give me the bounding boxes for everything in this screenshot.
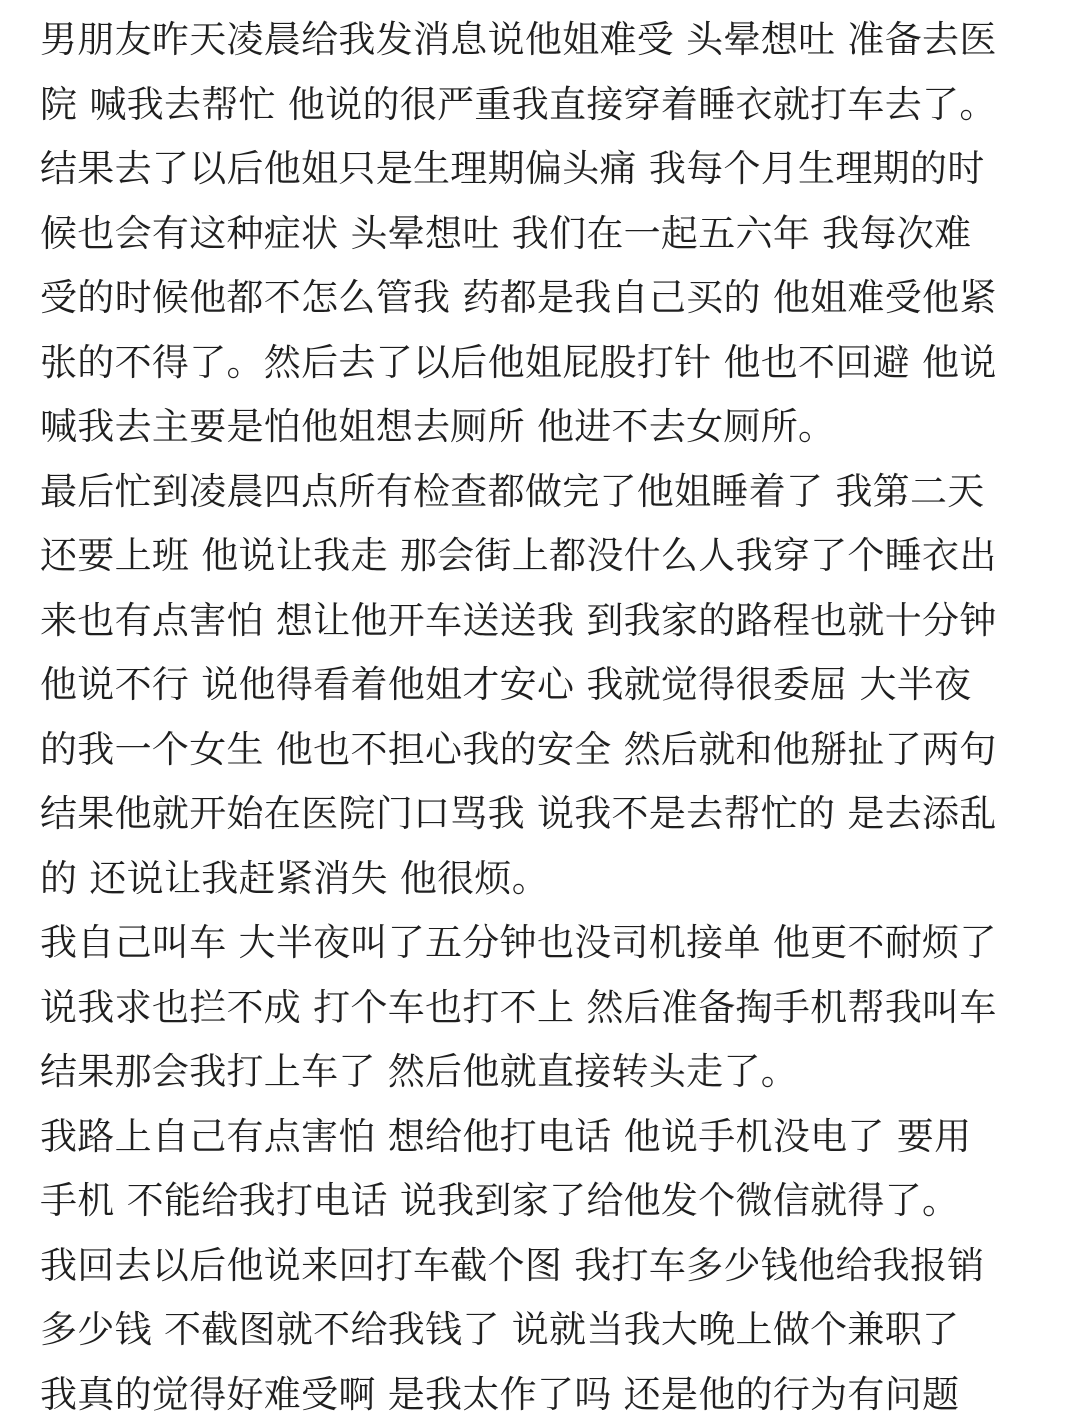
text-line: 我回去以后他说来回打车截个图 我打车多少钱他给我报销	[40, 1234, 1050, 1299]
text-line: 多少钱 不截图就不给我钱了 说就当我大晚上做个兼职了	[40, 1298, 1050, 1363]
post-body	[40, 0, 1050, 1427]
text-line: 我真的觉得好难受啊 是我太作了吗 还是他的行为有问题	[40, 1363, 1050, 1427]
text-line: 结果那会我打上车了 然后他就直接转头走了。	[40, 1040, 1050, 1105]
text-line: 结果他就开始在医院门口骂我 说我不是去帮忙的 是去添乱	[40, 782, 1050, 847]
text-line: 说我求也拦不成 打个车也打不上 然后准备掏手机帮我叫车	[40, 976, 1050, 1041]
text-line: 还要上班 他说让我走 那会街上都没什么人我穿了个睡衣出	[40, 524, 1050, 589]
text-line: 手机 不能给我打电话 说我到家了给他发个微信就得了。	[40, 1169, 1050, 1234]
text-line: 受的时候他都不怎么管我 药都是我自己买的 他姐难受他紧	[40, 266, 1050, 331]
text-line: 我自己叫车 大半夜叫了五分钟也没司机接单 他更不耐烦了	[40, 911, 1050, 976]
text-line: 张的不得了。然后去了以后他姐屁股打针 他也不回避 他说	[40, 331, 1050, 396]
text-line: 来也有点害怕 想让他开车送送我 到我家的路程也就十分钟	[40, 589, 1050, 654]
text-line: 的 还说让我赶紧消失 他很烦。	[40, 847, 1050, 912]
text-line: 最后忙到凌晨四点所有检查都做完了他姐睡着了 我第二天	[40, 460, 1050, 525]
text-line: 候也会有这种症状 头晕想吐 我们在一起五六年 我每次难	[40, 202, 1050, 267]
text-line: 男朋友昨天凌晨给我发消息说他姐难受 头晕想吐 准备去医	[40, 8, 1050, 73]
text-line: 的我一个女生 他也不担心我的安全 然后就和他掰扯了两句	[40, 718, 1050, 783]
text-line: 我路上自己有点害怕 想给他打电话 他说手机没电了 要用	[40, 1105, 1050, 1170]
text-line: 他说不行 说他得看着他姐才安心 我就觉得很委屈 大半夜	[40, 653, 1050, 718]
text-line: 喊我去主要是怕他姐想去厕所 他进不去女厕所。	[40, 395, 1050, 460]
text-line: 结果去了以后他姐只是生理期偏头痛 我每个月生理期的时	[40, 137, 1050, 202]
text-line: 院 喊我去帮忙 他说的很严重我直接穿着睡衣就打车去了。	[40, 73, 1050, 138]
